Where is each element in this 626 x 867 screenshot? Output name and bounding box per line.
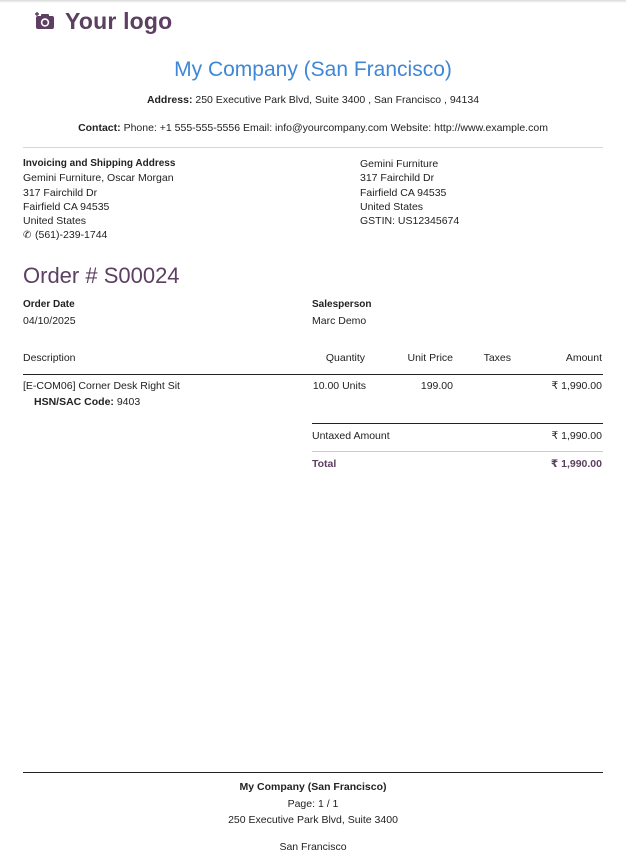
order-date-label: Order Date <box>23 299 75 310</box>
invoicing-address-label: Invoicing and Shipping Address <box>23 158 176 169</box>
footer-company: My Company (San Francisco) <box>239 781 387 793</box>
address-label: Address: <box>146 94 193 106</box>
footer-divider <box>23 772 603 773</box>
order-title: Order # S00024 <box>23 263 180 288</box>
address-value: 250 Executive Park Blvd, Suite 3400 , San Francisco , 94134 <box>195 94 480 106</box>
company-address <box>0 94 626 106</box>
invoicing-phone-value: (561)-239-1744 <box>35 229 108 242</box>
total-divider <box>312 451 603 452</box>
hsn-value: 9403 <box>116 396 141 408</box>
table-header-divider <box>23 374 603 375</box>
untaxed-amount-label: Untaxed Amount <box>312 430 390 442</box>
footer-city: San Francisco <box>279 841 347 853</box>
customer-line-3: Fairfield CA 94535 <box>360 186 447 199</box>
invoicing-line-2: 317 Fairchild Dr <box>23 186 98 199</box>
customer-line-2: 317 Fairchild Dr <box>360 172 435 185</box>
order-date-block <box>23 297 76 329</box>
contact-value: Phone: +1 555-555-5556 Email: info@yourcompany.com Website: http://www.example.com <box>123 122 548 134</box>
header-divider <box>23 147 603 148</box>
row-description: [E-COM06] Corner Desk Right Sit <box>23 380 180 392</box>
invoicing-phone <box>23 228 175 243</box>
company-contact <box>0 122 626 134</box>
order-date-value: 04/10/2025 <box>23 315 76 327</box>
customer-address-block <box>360 157 459 228</box>
total-label: Total <box>312 458 337 470</box>
row-hsn-code <box>34 396 140 408</box>
column-header-amount: Amount <box>565 352 602 364</box>
invoicing-address-block <box>23 157 175 244</box>
column-header-description: Description <box>23 352 76 364</box>
footer-page-number: Page: 1 / 1 <box>287 798 339 810</box>
salesperson-block <box>312 297 371 329</box>
untaxed-amount-value: ₹ 1,990.00 <box>551 430 602 442</box>
column-header-unit-price: Unit Price <box>407 352 453 364</box>
salesperson-value: Marc Demo <box>312 315 367 327</box>
salesperson-label: Salesperson <box>312 299 372 310</box>
footer-address: 250 Executive Park Blvd, Suite 3400 <box>228 814 398 826</box>
row-quantity: 10.00 Units <box>312 380 366 392</box>
invoicing-line-3: Fairfield CA 94535 <box>23 200 110 213</box>
row-amount: ₹ 1,990.00 <box>551 380 602 392</box>
totals-divider <box>312 423 603 424</box>
column-header-quantity: Quantity <box>325 352 365 364</box>
contact-label: Contact: <box>78 122 121 134</box>
invoicing-line-1: Gemini Furniture, Oscar Morgan <box>23 172 174 185</box>
customer-line-4: United States <box>360 200 424 213</box>
camera-icon <box>35 12 55 30</box>
company-name: My Company (San Francisco) <box>174 58 452 81</box>
phone-icon: ✆ <box>23 230 32 242</box>
row-unit-price: 199.00 <box>420 380 453 392</box>
customer-line-1: Gemini Furniture <box>360 158 439 170</box>
invoicing-line-4: United States <box>23 215 87 228</box>
hsn-label: HSN/SAC Code: <box>34 396 114 408</box>
top-shadow <box>0 0 626 3</box>
column-header-taxes: Taxes <box>483 352 511 364</box>
customer-gstin: GSTIN: US12345674 <box>360 215 460 228</box>
logo-text: Your logo <box>65 7 173 34</box>
company-logo <box>35 8 172 34</box>
total-value: ₹ 1,990.00 <box>550 458 602 470</box>
